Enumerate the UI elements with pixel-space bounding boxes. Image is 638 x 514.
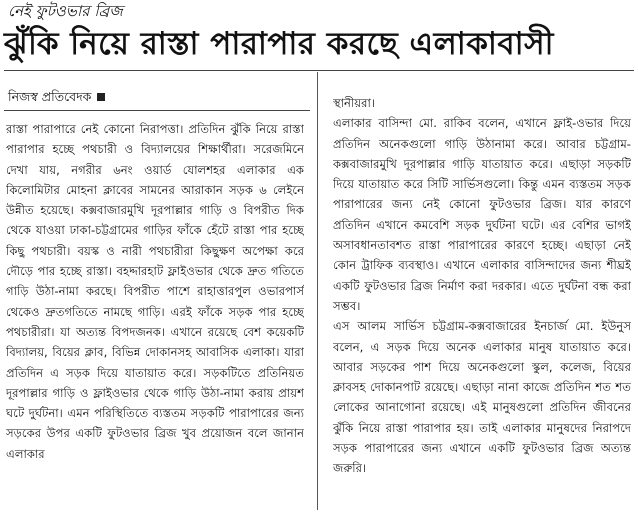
byline-square-icon — [97, 93, 105, 101]
headline-rule — [4, 70, 634, 71]
byline — [8, 89, 105, 105]
kicker: নেই ফুটওভার ব্রিজ — [8, 2, 123, 20]
body-column-right: স্থানীয়রা। এলাকার বাসিন্দা মো. রাকিব বলেন, এখানে ফ্লাই-ওভার দিয়ে প্রতিদিন অনেকগুলো গাড়ি উঠানামা করে। আবার চট্টগ্রাম-কক্সবাজারমুখি দূরপাল্লার গাড়ি যাতায়াত করে। এছাড়া সড়কটি দিয়ে যাতায়াত করে সিটি সার্ভিসগুলো। কিন্তু এমন ব্যস্ততম সড়ক পারাপারের জন্য নেই কোনো ফুটওভার ব্রিজ। যার কারণে প্রতিদিন এখানে কমবেশি সড়ক দুর্ঘটনা ঘটে। এর বেশির ভাগই অসাবধানতাবশত রাস্তা পারাপারের কারণে হচ্ছে। এছাড়া নেই কোন ট্রাফিক ব্যবস্থাও। এখানে এলাকার বাসিন্দাদের জন্য শীঘ্রই একটি ফুটওভার ব্রিজ নির্মাণ করা দরকার। এতে দুর্ঘটনা বন্ধ করা সম্ভব। এস আলম সার্ভিস চট্টগ্রাম-কক্সবাজারের ইনচার্জ মো. ইউনুস বলেন, এ সড়ক দিয়ে অনেক এলাকার মানুষ যাতায়াত করে। আবার সড়কের পাশ দিয়ে অনেকগুলো স্কুল, কলেজ, বিয়ের ক্লাবসহ দোকানপাট রয়েছে। এছাড়া নানা কাজে প্রতিদিন শত শত লোকের আনাগোনা রয়েছে। এই মানুষগুলো প্রতিদিন জীবনের ঝুঁকি নিয়ে রাস্তা পারাপার হয়। তাই এলাকার মানুষদের নিরাপদে সড়ক পারাপারের জন্য এখানে একটি ফুটওভার ব্রিজ অত্যন্ত জরুরি। — [333, 96, 631, 476]
byline-text: নিজস্ব প্রতিবেদক — [8, 89, 92, 104]
body-column-left: রাস্তা পারাপারে নেই কোনো নিরাপত্তা। প্রতিদিন ঝুঁকি নিয়ে রাস্তা পারাপার হচ্ছে পথচারী ও বিদ্যালয়ের শিক্ষার্থীরা। সরেজমিনে দেখা যায়, নগরীর ৬নং ওয়ার্ড যোলশহর এলাকার এক কিলোমিটার মোহনা ক্লাবের সামনের আরাকান সড়ক ৬ লেইনে উন্নীত হয়েছে। কক্সবাজারমুখি দূরপাল্লার গাড়ি ও বিপরীত দিক থেকে যাওয়া ঢাকা-চট্টগ্রামের গাড়ির ফাঁকে হেঁটে রাস্তা পার হচ্ছে কিছু পথচারী। বয়স্ক ও নারী পথচারীরা কিছুক্ষণ অপেক্ষা করে দৌড়ে পার হচ্ছে রাস্তা। বহদ্দারহাট ফ্লাইওভার থেকে দ্রুত গতিতে গাড়ি উঠা-নামা করছে। বিপরীত পাশে রাহাত্তারপুল ওভারপার্স থেকেও দ্রুতগতিতে নামছে গাড়ি। এরই ফাঁকে সড়ক পার হচ্ছে পথচারীরা। যা অত্যন্ত বিপদজনক। এখানে রয়েছে বেশ কয়েকটি বিদ্যালয়, বিয়ের ক্লাব, বিভিন্ন দোকানসহ আবাসিক এলাকা। যারা প্রতিদিন এ সড়ক দিয়ে যাতায়াত করে। সড়কটিতে প্রতিনিয়ত দূরপাল্লার গাড়ি ও ফ্লাইওভার থেকে গাড়ি উঠা-নামা করায় প্রায়শ ঘটে দুর্ঘটনা। এমন পরিস্থিতিতে ব্যস্ততম সড়কটি পারাপারের জন্য সড়কের উপর একটি ফুটওভার ব্রিজ খুব প্রয়োজন বলে জানান এলাকার — [6, 122, 304, 461]
column-divider — [317, 72, 318, 510]
headline: ঝুঁকি নিয়ে রাস্তা পারাপার করছে এলাকাবাসী — [4, 26, 554, 62]
byline-rule — [4, 110, 310, 111]
